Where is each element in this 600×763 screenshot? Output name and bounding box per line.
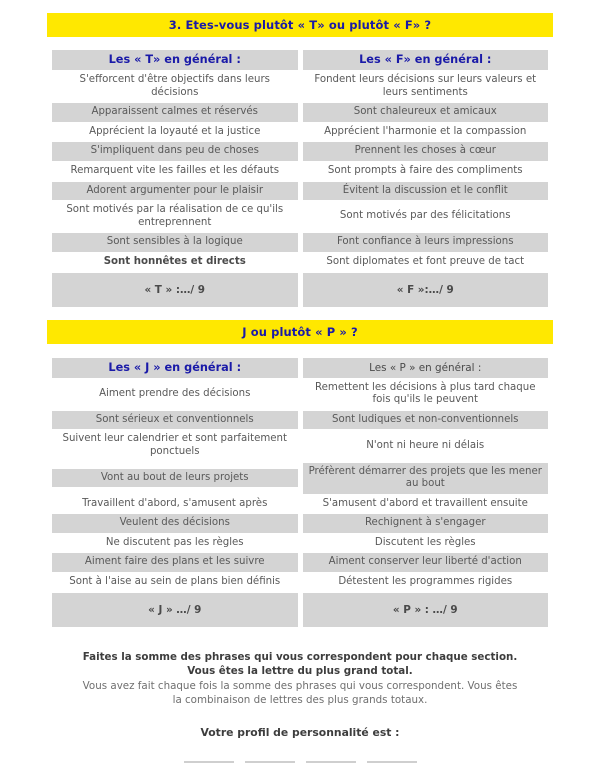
table-row bbox=[52, 233, 548, 252]
tf-left-trait: Sont sensibles à la logique bbox=[52, 233, 298, 252]
profile-label: Votre profil de personnalité est : bbox=[200, 725, 400, 739]
jp-right-trait: Remettent les décisions à plus tard chaque fois qu'ils le peuvent bbox=[303, 379, 549, 410]
tf-right-trait: Sont diplomates et font preuve de tact bbox=[303, 253, 549, 272]
jp-left-trait: Veulent des décisions bbox=[52, 514, 298, 533]
tf-left-trait: S'efforcent d'être objectifs dans leurs décisions bbox=[52, 71, 298, 102]
jp-right-trait: S'amusent d'abord et travaillent ensuite bbox=[303, 495, 549, 514]
table-row bbox=[52, 514, 548, 533]
blank-line[interactable] bbox=[184, 761, 234, 763]
jp-left-trait: Sont sérieux et conventionnels bbox=[52, 411, 298, 430]
tf-right-trait: Font confiance à leurs impressions bbox=[303, 233, 549, 252]
table-row bbox=[52, 463, 548, 494]
table-total-row bbox=[52, 273, 548, 307]
jp-left-trait: Suivent leur calendrier et sont parfaitement ponctuels bbox=[52, 430, 298, 461]
footer-line-3: Vous avez fait chaque fois la somme des phrases qui vous correspondent. Vous êtes la combinaison de lettres des plus grands totaux. bbox=[82, 679, 518, 707]
table-row bbox=[52, 142, 548, 161]
tf-left-trait: Sont honnêtes et directs bbox=[52, 253, 298, 272]
footer-instructions bbox=[47, 650, 553, 763]
tf-right-trait: Sont prompts à faire des compliments bbox=[303, 162, 549, 181]
blank-line[interactable] bbox=[367, 761, 417, 763]
tf-right-trait: Évitent la discussion et le conflit bbox=[303, 182, 549, 201]
jp-left-trait: Aiment faire des plans et les suivre bbox=[52, 553, 298, 572]
jp-right-trait: N'ont ni heure ni délais bbox=[303, 437, 549, 456]
table-row bbox=[52, 534, 548, 553]
tf-left-trait: Adorent argumenter pour le plaisir bbox=[52, 182, 298, 201]
jp-left-trait: Vont au bout de leurs projets bbox=[52, 469, 298, 488]
blank-line[interactable] bbox=[306, 761, 356, 763]
profile-blanks bbox=[47, 761, 553, 763]
table-row bbox=[52, 430, 548, 461]
tf-left-trait: Sont motivés par la réalisation de ce qu'ils entreprennent bbox=[52, 201, 298, 232]
tf-right-trait: Prennent les choses à cœur bbox=[303, 142, 549, 161]
tf-left-total: « T » :…/ 9 bbox=[52, 273, 298, 307]
table-row bbox=[52, 103, 548, 122]
table-tf bbox=[47, 49, 553, 308]
table-row bbox=[52, 71, 548, 102]
jp-right-trait: Détestent les programmes rigides bbox=[303, 573, 549, 592]
jp-right-trait: Sont ludiques et non-conventionnels bbox=[303, 411, 549, 430]
table-header-row bbox=[52, 358, 548, 378]
jp-left-header: Les « J » en général : bbox=[52, 358, 298, 378]
tf-left-header: Les « T» en général : bbox=[52, 50, 298, 70]
table-tf-body bbox=[52, 50, 548, 307]
jp-left-total: « J » …/ 9 bbox=[52, 593, 298, 627]
tf-right-trait: Fondent leurs décisions sur leurs valeurs et leurs sentiments bbox=[303, 71, 549, 102]
table-row bbox=[52, 379, 548, 410]
table-row bbox=[52, 553, 548, 572]
table-row bbox=[52, 123, 548, 142]
footer-line-1: Faites la somme des phrases qui vous correspondent pour chaque section. bbox=[82, 650, 518, 663]
jp-left-trait: Ne discutent pas les règles bbox=[52, 534, 298, 553]
jp-right-trait: Rechignent à s'engager bbox=[303, 514, 549, 533]
table-row bbox=[52, 253, 548, 272]
table-total-row bbox=[52, 593, 548, 627]
footer-line-2: Vous êtes la lettre du plus grand total. bbox=[187, 664, 413, 677]
tf-left-trait: Remarquent vite les failles et les défauts bbox=[52, 162, 298, 181]
tf-left-trait: Apparaissent calmes et réservés bbox=[52, 103, 298, 122]
table-row bbox=[52, 573, 548, 592]
table-row bbox=[52, 495, 548, 514]
tf-left-trait: S'impliquent dans peu de choses bbox=[52, 142, 298, 161]
section-banner-tf: 3. Etes-vous plutôt « T» ou plutôt « F» ? bbox=[47, 13, 553, 37]
table-row bbox=[52, 201, 548, 232]
tf-right-trait: Sont chaleureux et amicaux bbox=[303, 103, 549, 122]
jp-right-trait: Préfèrent démarrer des projets que les mener au bout bbox=[303, 463, 549, 494]
jp-right-header: Les « P » en général : bbox=[303, 358, 549, 378]
tf-right-trait: Apprécient l'harmonie et la compassion bbox=[303, 123, 549, 142]
table-header-row bbox=[52, 50, 548, 70]
table-jp-body bbox=[52, 358, 548, 627]
jp-right-trait: Discutent les règles bbox=[303, 534, 549, 553]
tf-right-header: Les « F» en général : bbox=[303, 50, 549, 70]
jp-right-trait: Aiment conserver leur liberté d'action bbox=[303, 553, 549, 572]
quiz-page bbox=[0, 13, 600, 739]
blank-line[interactable] bbox=[245, 761, 295, 763]
tf-right-trait: Sont motivés par des félicitations bbox=[303, 207, 549, 226]
table-jp bbox=[47, 357, 553, 628]
tf-right-total: « F »:…/ 9 bbox=[303, 273, 549, 307]
jp-left-trait: Travaillent d'abord, s'amusent après bbox=[52, 495, 298, 514]
tf-left-trait: Apprécient la loyauté et la justice bbox=[52, 123, 298, 142]
table-row bbox=[52, 162, 548, 181]
jp-left-trait: Sont à l'aise au sein de plans bien définis bbox=[52, 573, 298, 592]
table-row bbox=[52, 182, 548, 201]
section-banner-jp: J ou plutôt « P » ? bbox=[47, 320, 553, 344]
jp-right-total: « P » : …/ 9 bbox=[303, 593, 549, 627]
table-row bbox=[52, 411, 548, 430]
jp-left-trait: Aiment prendre des décisions bbox=[52, 385, 298, 404]
